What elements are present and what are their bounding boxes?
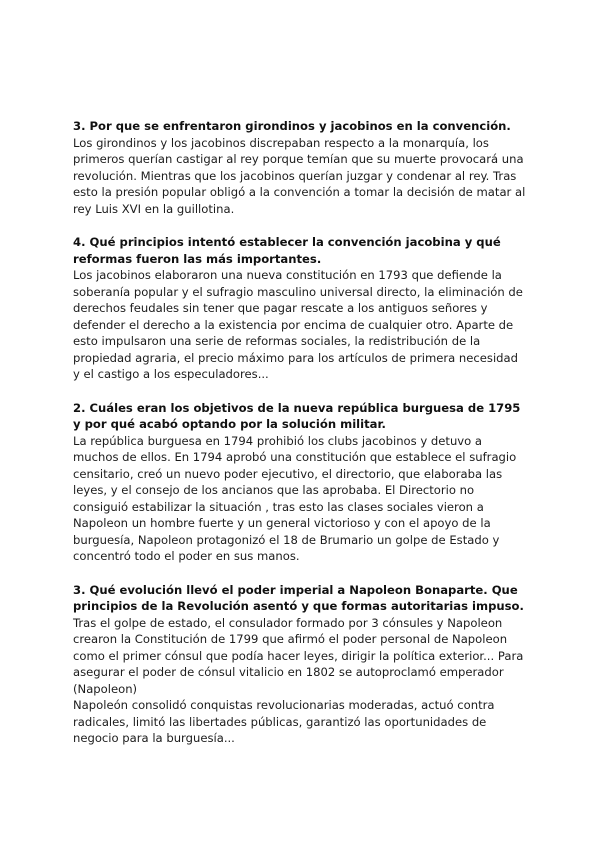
answer-paragraph: Tras el golpe de estado, el consulador formado por 3 cónsules y Napoleon crearon la Constitución de 1799 que afirmó el poder personal de Napoleon como el primer cónsul que podía hacer leyes, dirigir la política exterior... Para asegurar el poder de cónsul vitalicio en 1802 se autoproclamó emperador (Napoleon) [73, 615, 524, 696]
document-page [73, 118, 528, 764]
question-heading: 3. Por que se enfrentaron girondinos y jacobinos en la convención. [73, 119, 511, 133]
section-republica-burguesa [73, 400, 528, 565]
answer-paragraph: Los girondinos y los jacobinos discrepaban respecto a la monarquía, los primeros querían castigar al rey porque temían que su muerte provocará una revolución. Mientras que los jacobinos querían juzgar y condenar al rey. Tras esto la presión popular obligó a la convención a tomar la decisión de matar al rey Luis XVI en la guillotina. [73, 135, 526, 216]
answer-paragraph: Napoleón consolidó conquistas revolucionarias moderadas, actuó contra radicales, limitó las libertades públicas, garantizó las oportunidades de negocio para la burguesía... [73, 698, 495, 745]
question-heading: 2. Cuáles eran los objetivos de la nueva república burguesa de 1795 y por qué acabó optando por la solución militar. [73, 400, 521, 431]
section-convencion-jacobina [73, 234, 528, 383]
section-girondinos-jacobinos [73, 118, 528, 217]
answer-paragraph: Los jacobinos elaboraron una nueva constitución en 1793 que defiende la soberanía popular y el sufragio masculino universal directo, la eliminación de derechos feudales sin tener que pagar rescate a los antiguos señores y defender el derecho a la existencia por encima de cualquier otro. Aparte de esto impulsaron una serie de reformas sociales, la redistribución de la propiedad agraria, el precio máximo para los artículos de primera necesidad y el castigo a los especuladores... [73, 268, 523, 381]
question-heading: 3. Qué evolución llevó el poder imperial a Napoleon Bonaparte. Que principios de la Revolución asentó y que formas autoritarias impuso. [73, 582, 524, 613]
question-heading: 4. Qué principios intentó establecer la convención jacobina y qué reformas fueron las más importantes. [73, 235, 501, 266]
section-napoleon-bonaparte [73, 582, 528, 747]
answer-paragraph: La república burguesa en 1794 prohibió los clubs jacobinos y detuvo a muchos de ellos. En 1794 aprobó una constitución que establece el sufragio censitario, creó un nuevo poder ejecutivo, el directorio, que elaboraba las leyes, y el consejo de los ancianos que las aprobaba. El Directorio no consiguió estabilizar la situación , tras esto las clases sociales vieron a Napoleon un hombre fuerte y un general victorioso y con el apoyo de la burguesía, Napoleon protagonizó el 18 de Brumario un golpe de Estado y concentró todo el poder en sus manos. [73, 433, 517, 563]
